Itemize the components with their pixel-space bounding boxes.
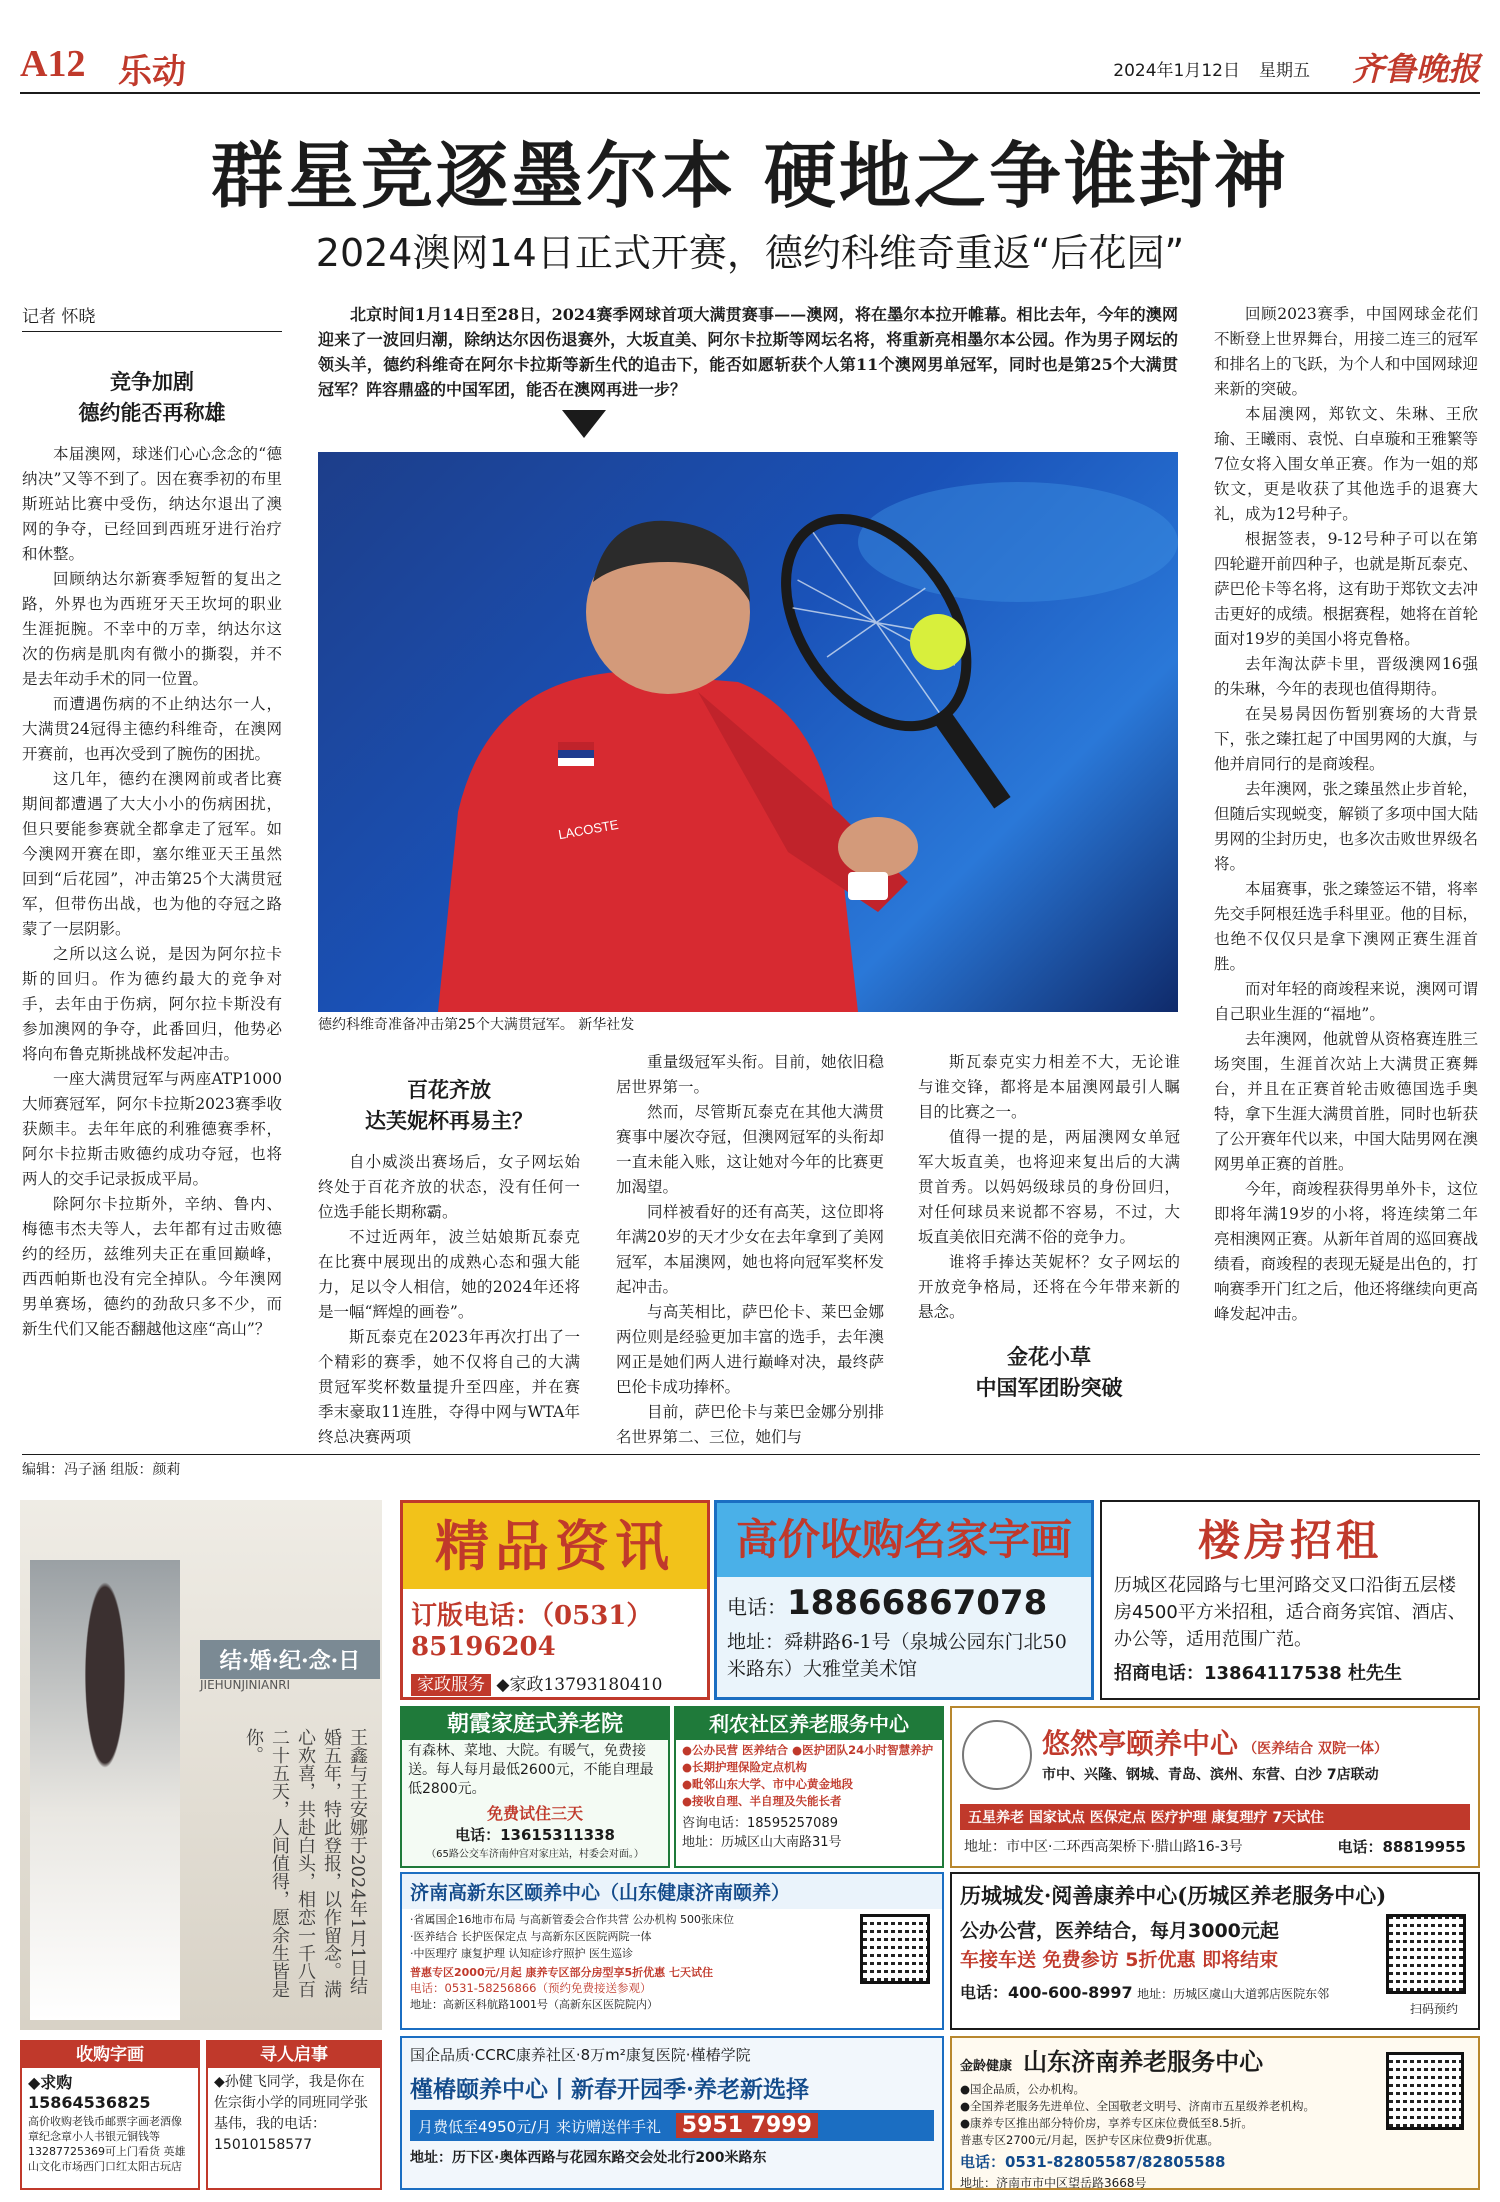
col1-line: 本届澳网，球迷们心心念念的“德纳决”又等不到了。因在赛季初的布里斯班站比赛中受伤，纳达尔退出了澳网的争夺，已经回到西班牙进行治疗和休整。 [22, 445, 282, 563]
jingpin-phone-label: 订版电话： [411, 1601, 542, 1631]
shougou-body: 高价收购老钱币邮票字画老酒像章纪念章小人书银元铜钱等13287725369可上门看货 英雄山文化市场西门口红太阳古玩店 [28, 2115, 186, 2173]
rent-title: 楼房招租 [1197, 1516, 1382, 1565]
col1-line: 一座大满贯冠军与两座ATP1000大师赛冠军，阿尔卡拉斯2023赛季收获颇丰。去年年底的利雅德赛季杯，阿尔卡拉斯击败德约成功夺冠，也将两人的交手记录扳成平局。 [22, 1070, 282, 1188]
jinchun-addr: 地址：历下区·奥体西路与花园东路交会处北行200米路东 [410, 2150, 767, 2166]
col5-line: 本届赛事，张之臻签运不错，将率先交手阿根廷选手科里亚。他的目标，也绝不仅仅只是拿下澳网正赛生涯首胜。 [1214, 880, 1478, 973]
shougou-phone: ◆求购15864536825 [28, 2073, 151, 2112]
shandong-line: ●全国养老服务先进单位、全国敬老文明号、济南市五星级养老机构。 [960, 2099, 1316, 2113]
ad-zhaoxia [400, 1706, 670, 1868]
shandong-brand: 金龄健康 [960, 2059, 1013, 2074]
jingpin-service-tag: 家政服务 [411, 1674, 491, 1696]
linong-line: ●毗邻山东大学、市中心黄金地段 [682, 1777, 854, 1791]
column-1-heading-1: 竞争加剧 [110, 369, 194, 394]
jingpin-phone: （0531）85196204 [411, 1601, 653, 1662]
ad-linong [674, 1706, 944, 1868]
column-5-body [1214, 302, 1478, 1327]
youran-tag: （医养结合 双院一体） [1243, 1741, 1388, 1757]
gaoxin-lines [402, 1909, 802, 1964]
xunren-body: ◆孙健飞同学，我是你在佐宗街小学的同班同学张基伟，我的电话：15010158577 [214, 2074, 368, 2153]
paper-logo: 齐鲁晚报 [1351, 50, 1480, 88]
xunren-title: 寻人启事 [208, 2042, 380, 2068]
column-1 [22, 360, 282, 1440]
column-1-heading-2: 德约能否再称雄 [78, 400, 226, 425]
wedding-text: 王鑫与王安娜于2024年1月1日结婚五年，特此登报，以作留念。满心欢喜，共赴白头，相恋一千八百二十五天，人间值得，愿余生皆是你。 [243, 1728, 368, 1998]
licheng-phone: 电话：400-600-8997 [960, 1983, 1133, 2002]
shandong-title: 山东济南养老服务中心 [1023, 2047, 1264, 2076]
ad-jingpin [400, 1500, 710, 1700]
licheng-line-2: 车接车送 免费参访 5折优惠 即将结束 [960, 1949, 1279, 1971]
linong-line: ●接收自理、半自理及失能长者 [682, 1794, 842, 1808]
youran-title: 悠然亭颐养中心 [1042, 1727, 1239, 1760]
subtitle: 2024澳网14日正式开赛，德约科维奇重返“后花园” [315, 231, 1185, 275]
jingpin-title: 精品资讯 [403, 1503, 707, 1589]
section-name: 乐动 [118, 52, 186, 92]
jinchun-top: 国企品质·CCRC康养社区·8万m²康复医院·槿椿学院 [410, 2046, 751, 2064]
calligraphy-title: 高价收购名家字画 [717, 1503, 1091, 1577]
ad-licheng [950, 1872, 1480, 2030]
column-4-body [918, 1050, 1180, 1325]
rent-contact: 招商电话：13864117538 杜先生 [1114, 1663, 1403, 1684]
column-4-heading-2: 中国军团盼突破 [975, 1375, 1123, 1400]
col5-line: 根据签表，9-12号种子可以在第四轮避开前四种子，也就是斯瓦泰克、萨巴伦卡等名将，这有助于郑钦文去冲击更好的成绩。根据赛程，她将在首轮面对19岁的美国小将克鲁格。 [1214, 530, 1478, 648]
ad-rent [1100, 1500, 1480, 1700]
licheng-line-1: 公办公营，医养结合，每月3000元起 [960, 1920, 1279, 1942]
editor-credits: 编辑：冯子涵 组版：颜莉 [22, 1454, 1480, 1479]
linong-title: 利农社区养老服务中心 [676, 1708, 942, 1740]
lead-arrow [562, 410, 606, 438]
column-4 [918, 1050, 1180, 1430]
linong-addr: 地址：历城区山大南路31号 [682, 1835, 842, 1850]
linong-line: ●公办民营 医养结合 ●医护团队24小时智慧养护 ●长期护理保险定点机构 [682, 1743, 934, 1774]
ad-shougou [20, 2040, 200, 2190]
gaoxin-line: ·省属国企16地市布局 与高新管委会合作共营 公办机构 500张床位 [410, 1913, 734, 1926]
col2-line: 斯瓦泰克在2023年再次打出了一个精彩的赛季，她不仅将自己的大满贯冠军奖杯数量提升至四座，并在赛季末豪取11连胜，夺得中网与WTA年终总决赛两项 [318, 1328, 580, 1446]
zhaoxia-phone: 电话：13615311338 [455, 1826, 615, 1844]
gaoxin-line: ·中医理疗 康复护理 认知症诊疗照护 医生巡诊 [410, 1947, 633, 1960]
calligraphy-addr-label: 地址： [727, 1631, 785, 1653]
column-2 [318, 1068, 580, 1446]
col1-line: 除阿尔卡拉斯外，辛纳、鲁内、梅德韦杰夫等人，去年都有过击败德约的经历，兹维列夫正在重回巅峰，西西帕斯也没有完全掉队。今年澳网男单赛场，德约的劲敌只多不少，而新生代们又能否翻越他这座“高山”？ [22, 1195, 282, 1338]
col5-line: 而对年轻的商竣程来说，澳网可谓自己职业生涯的“福地”。 [1214, 980, 1478, 1023]
shandong-line: ●国企品质，公办机构。 [960, 2082, 1086, 2096]
youran-phone: 电话：88819955 [1337, 1838, 1466, 1856]
col5-line: 去年澳网，张之臻虽然止步首轮，但随后实现蜕变，解锁了多项中国大陆男网的尘封历史，也多次击败世界级名将。 [1214, 780, 1478, 873]
col3-line: 目前，萨巴伦卡与莱巴金娜分别排名世界第二、三位，她们与 [616, 1403, 884, 1446]
shandong-line: ●康养专区推出部分特价房，享养专区床位费低至8.5折。 [960, 2116, 1253, 2130]
ad-gaoxin [400, 1872, 944, 2030]
rent-body: 历城区花园路与七里河路交叉口沿街五层楼房4500平方米招租，适合商务宾馆、酒店、办公等，适用范围广范。 [1114, 1575, 1466, 1650]
zhaoxia-title: 朝霞家庭式养老院 [402, 1708, 668, 1740]
ad-calligraphy [714, 1500, 1094, 1700]
youran-addr: 地址：市中区·二环西高架桥下·腊山路16-3号 [964, 1839, 1243, 1855]
wedding-photo [30, 1560, 180, 2020]
col5-line: 回顾2023赛季，中国网球金花们不断登上世界舞台，用接二连三的冠军和排名上的飞跃，为个人和中国网球迎来新的突破。 [1214, 305, 1478, 398]
masthead [20, 40, 1480, 94]
col3-line: 与高芙相比，萨巴伦卡、莱巴金娜两位则是经验更加丰富的选手，去年澳网正是她们两人进行巅峰对决，最终萨巴伦卡成功捧杯。 [616, 1303, 884, 1396]
shandong-addr: 地址：济南市市中区望岳路3668号 [960, 2176, 1147, 2190]
linong-phone: 咨询电话：18595257089 [682, 1816, 838, 1831]
col5-line: 去年淘汰萨卡里，晋级澳网16强的朱琳，今年的表现也值得期待。 [1214, 655, 1478, 698]
ad-youran [950, 1706, 1480, 1868]
licheng-scan-label: 扫码预约 [1409, 2002, 1458, 2016]
jingpin-service: ◆家政13793180410 [496, 1675, 663, 1695]
jinchun-title: 槿椿颐养中心丨新春开园季·养老新选择 [410, 2076, 810, 2103]
shirt-logo: LACOSTE [557, 816, 620, 843]
ad-shandong [950, 2036, 1480, 2190]
col5-line: 今年，商竣程获得男单外卡，这位即将年满19岁的小将，将连续第二年亮相澳网正赛。从新年首周的巡回赛战绩看，商竣程的表现无疑是出色的，打响赛季开门红之后，他还将继续向更高峰发起冲击。 [1214, 1180, 1478, 1323]
gaoxin-addr: 地址：高新区科航路1001号（高新东区医院院内） [410, 1998, 658, 2011]
headline: 群星竞逐墨尔本 硬地之争谁封神 [210, 133, 1290, 218]
jinchun-price: 月费低至4950元/月 来访赠送伴手礼 [418, 2118, 661, 2136]
licheng-title: 历城城发·阅善康养中心(历城区养老服务中心) [960, 1883, 1387, 1908]
photo-caption: 德约科维奇准备冲击第25个大满贯冠军。 新华社发 [318, 1017, 635, 1033]
youran-cities: 市中、兴隆、钢城、青岛、滨州、东营、白沙 7店联动 [1042, 1767, 1379, 1783]
linong-items [676, 1740, 942, 1812]
page-number: A12 [20, 43, 86, 85]
shandong-lines [952, 2081, 1362, 2149]
ad-jinchun [400, 2036, 944, 2190]
lead-paragraph [318, 302, 1178, 402]
shandong-line: 普惠专区2700元/月起，医护专区床位费9折优惠。 [960, 2133, 1219, 2147]
column-2-heading-1: 百花齐放 [407, 1077, 491, 1102]
col2-line: 自小威淡出赛场后，女子网坛始终处于百花齐放的状态，没有任何一位选手能长期称霸。 [318, 1153, 580, 1221]
zhaoxia-body: 有森林、菜地、大院。有暖气，免费接送。每人每月最低2600元，不能自理最低2800元。 [408, 1743, 654, 1797]
column-2-heading-2: 达芙妮杯再易主？ [365, 1108, 533, 1133]
calligraphy-phone: 18866867078 [787, 1583, 1048, 1623]
shougou-title: 收购字画 [22, 2042, 198, 2068]
column-3 [616, 1050, 884, 1446]
col4-line: 值得一提的是，两届澳网女单冠军大坂直美，也将迎来复出后的大满贯首秀。以妈妈级球员的身份回归，对任何球员来说都不容易，不过，大坂直美依旧充满不俗的竞争力。 [918, 1128, 1180, 1246]
col5-line: 去年澳网，他就曾从资格赛连胜三场突围，生涯首次站上大满贯正赛舞台，并且在正赛首轮击败德国选手奥特，拿下生涯大满贯首胜，同时也斩获了公开赛年代以来，中国大陆男网在澳网男单正赛的首胜。 [1214, 1030, 1478, 1173]
gaoxin-title: 济南高新东区颐养中心（山东健康济南颐养） [402, 1874, 942, 1909]
wedding-pinyin: JIEHUNJINIANRI [200, 1678, 291, 1692]
tennis-player-illustration [318, 452, 1178, 1012]
weekday: 星期五 [1259, 61, 1310, 81]
column-2-body [318, 1150, 580, 1450]
wedding-title: 结·婚·纪·念·日 [200, 1640, 380, 1679]
col4-line: 斯瓦泰克实力相差不大，无论谁与谁交锋，都将是本届澳网最引人瞩目的比赛之一。 [918, 1053, 1180, 1121]
col1-line: 这几年，德约在澳网前或者比赛期间都遭遇了大大小小的伤病困扰，但只要能参赛就全都拿走了冠军。如今澳网开赛在即，塞尔维亚天王虽然回到“后花园”，冲击第25个大满贯冠军，但带伤出战，也为他的夺冠之路蒙了一层阴影。 [22, 770, 282, 938]
column-1-body [22, 442, 282, 1342]
column-4-heading-1: 金花小草 [1007, 1344, 1091, 1369]
issue-date: 2024年1月12日 [1113, 61, 1240, 81]
ad-wedding [20, 1500, 382, 2030]
col3-line: 同样被看好的还有高芙，这位即将年满20岁的天才少女在去年拿到了美网冠军，本届澳网，她也将向冠军奖杯发起冲击。 [616, 1203, 884, 1296]
gaoxin-phone: 电话：0531-58256866（预约免费接送参观） [410, 1981, 652, 1995]
byline: 记者 怀晓 [22, 302, 282, 332]
column-5 [1214, 302, 1478, 1432]
gaoxin-price: 普惠专区2000元/月起 康养专区部分房型享5折优惠 七天试住 [410, 1966, 713, 1979]
col5-line: 本届澳网，郑钦文、朱琳、王欣瑜、王曦雨、袁悦、白卓璇和王雅繁等7位女将入围女单正赛。作为一姐的郑钦文，更是收获了其他选手的退赛大礼，成为12号种子。 [1214, 405, 1478, 523]
calligraphy-phone-label: 电话： [727, 1595, 787, 1619]
col1-line: 回顾纳达尔新赛季短暂的复出之路，外界也为西班牙天王坎坷的职业生涯扼腕。不幸中的万幸，纳达尔这次的伤病是肌肉有微小的撕裂，并不是去年动手术的同一位置。 [22, 570, 282, 688]
licheng-qr-code [1386, 1914, 1466, 1994]
calligraphy-addr: 舜耕路6-1号（泉城公园东门北50米路东）大雅堂美术馆 [727, 1631, 1067, 1680]
jinchun-phone: 5951 7999 [676, 2113, 818, 2138]
col3-line: 然而，尽管斯瓦泰克在其他大满贯赛事中屡次夺冠，但澳网冠军的头衔却一直未能入账，这让她对今年的比赛更加渴望。 [616, 1103, 884, 1196]
col1-line: 之所以这么说，是因为阿尔拉卡斯的回归。作为德约最大的竞争对手，去年由于伤病，阿尔拉卡斯没有参加澳网的争夺，此番回归，他势必将向布鲁克斯挑战杯发起冲击。 [22, 945, 282, 1063]
gaoxin-line: ·医养结合 长护医保定点 与高新东区医院两院一体 [410, 1930, 652, 1943]
youran-logo [962, 1720, 1032, 1790]
col5-line: 在吴易昺因伤暂别赛场的大背景下，张之臻扛起了中国男网的大旗，与他并肩同行的是商竣程。 [1214, 705, 1478, 773]
ad-xunren [206, 2040, 382, 2190]
news-photo [318, 452, 1178, 1012]
col2-line: 不过近两年，波兰姑娘斯瓦泰克在比赛中展现出的成熟心态和强大能力，足以令人相信，她的2024年还将是一幅“辉煌的画卷”。 [318, 1228, 580, 1321]
zhaoxia-trial: 免费试住三天 [486, 1804, 583, 1823]
zhaoxia-addr: （65路公交车济南仲宫对家庄站，村委会对面。） [426, 1849, 644, 1860]
shandong-qr-code [1386, 2052, 1464, 2130]
youran-bar: 五星养老 国家试点 医保定点 医疗护理 康复理疗 7天试住 [960, 1804, 1470, 1830]
shandong-phone: 电话：0531-82805587/82805588 [960, 2153, 1226, 2171]
lead-text: 北京时间1月14日至28日，2024赛季网球首项大满贯赛事——澳网，将在墨尔本拉开帷幕。相比去年，今年的澳网迎来了一波回归潮，除纳达尔因伤退赛外，大坂直美、阿尔卡拉斯等网坛名将，将重新亮相墨尔本公园。作为男子网坛的领头羊，德约科维奇在阿尔卡拉斯等新生代的追击下，能否如愿斩获个人第11个澳网男单冠军，同时也是第25个大满贯冠军？阵容鼎盛的中国军团，能否在澳网再进一步？ [318, 305, 1178, 399]
column-3-body [616, 1050, 884, 1450]
gaoxin-qr-code [860, 1914, 930, 1984]
licheng-addr: 地址：历城区虞山大道郭店医院东邻 [1137, 1987, 1330, 2001]
col3-line: 重量级冠军头衔。目前，她依旧稳居世界第一。 [616, 1053, 884, 1096]
col4-line: 谁将手捧达芙妮杯？女子网坛的开放竞争格局，还将在今年带来新的悬念。 [918, 1253, 1180, 1321]
col1-line: 而遭遇伤病的不止纳达尔一人，大满贯24冠得主德约科维奇，在澳网开赛前，也再次受到了腕伤的困扰。 [22, 695, 282, 763]
